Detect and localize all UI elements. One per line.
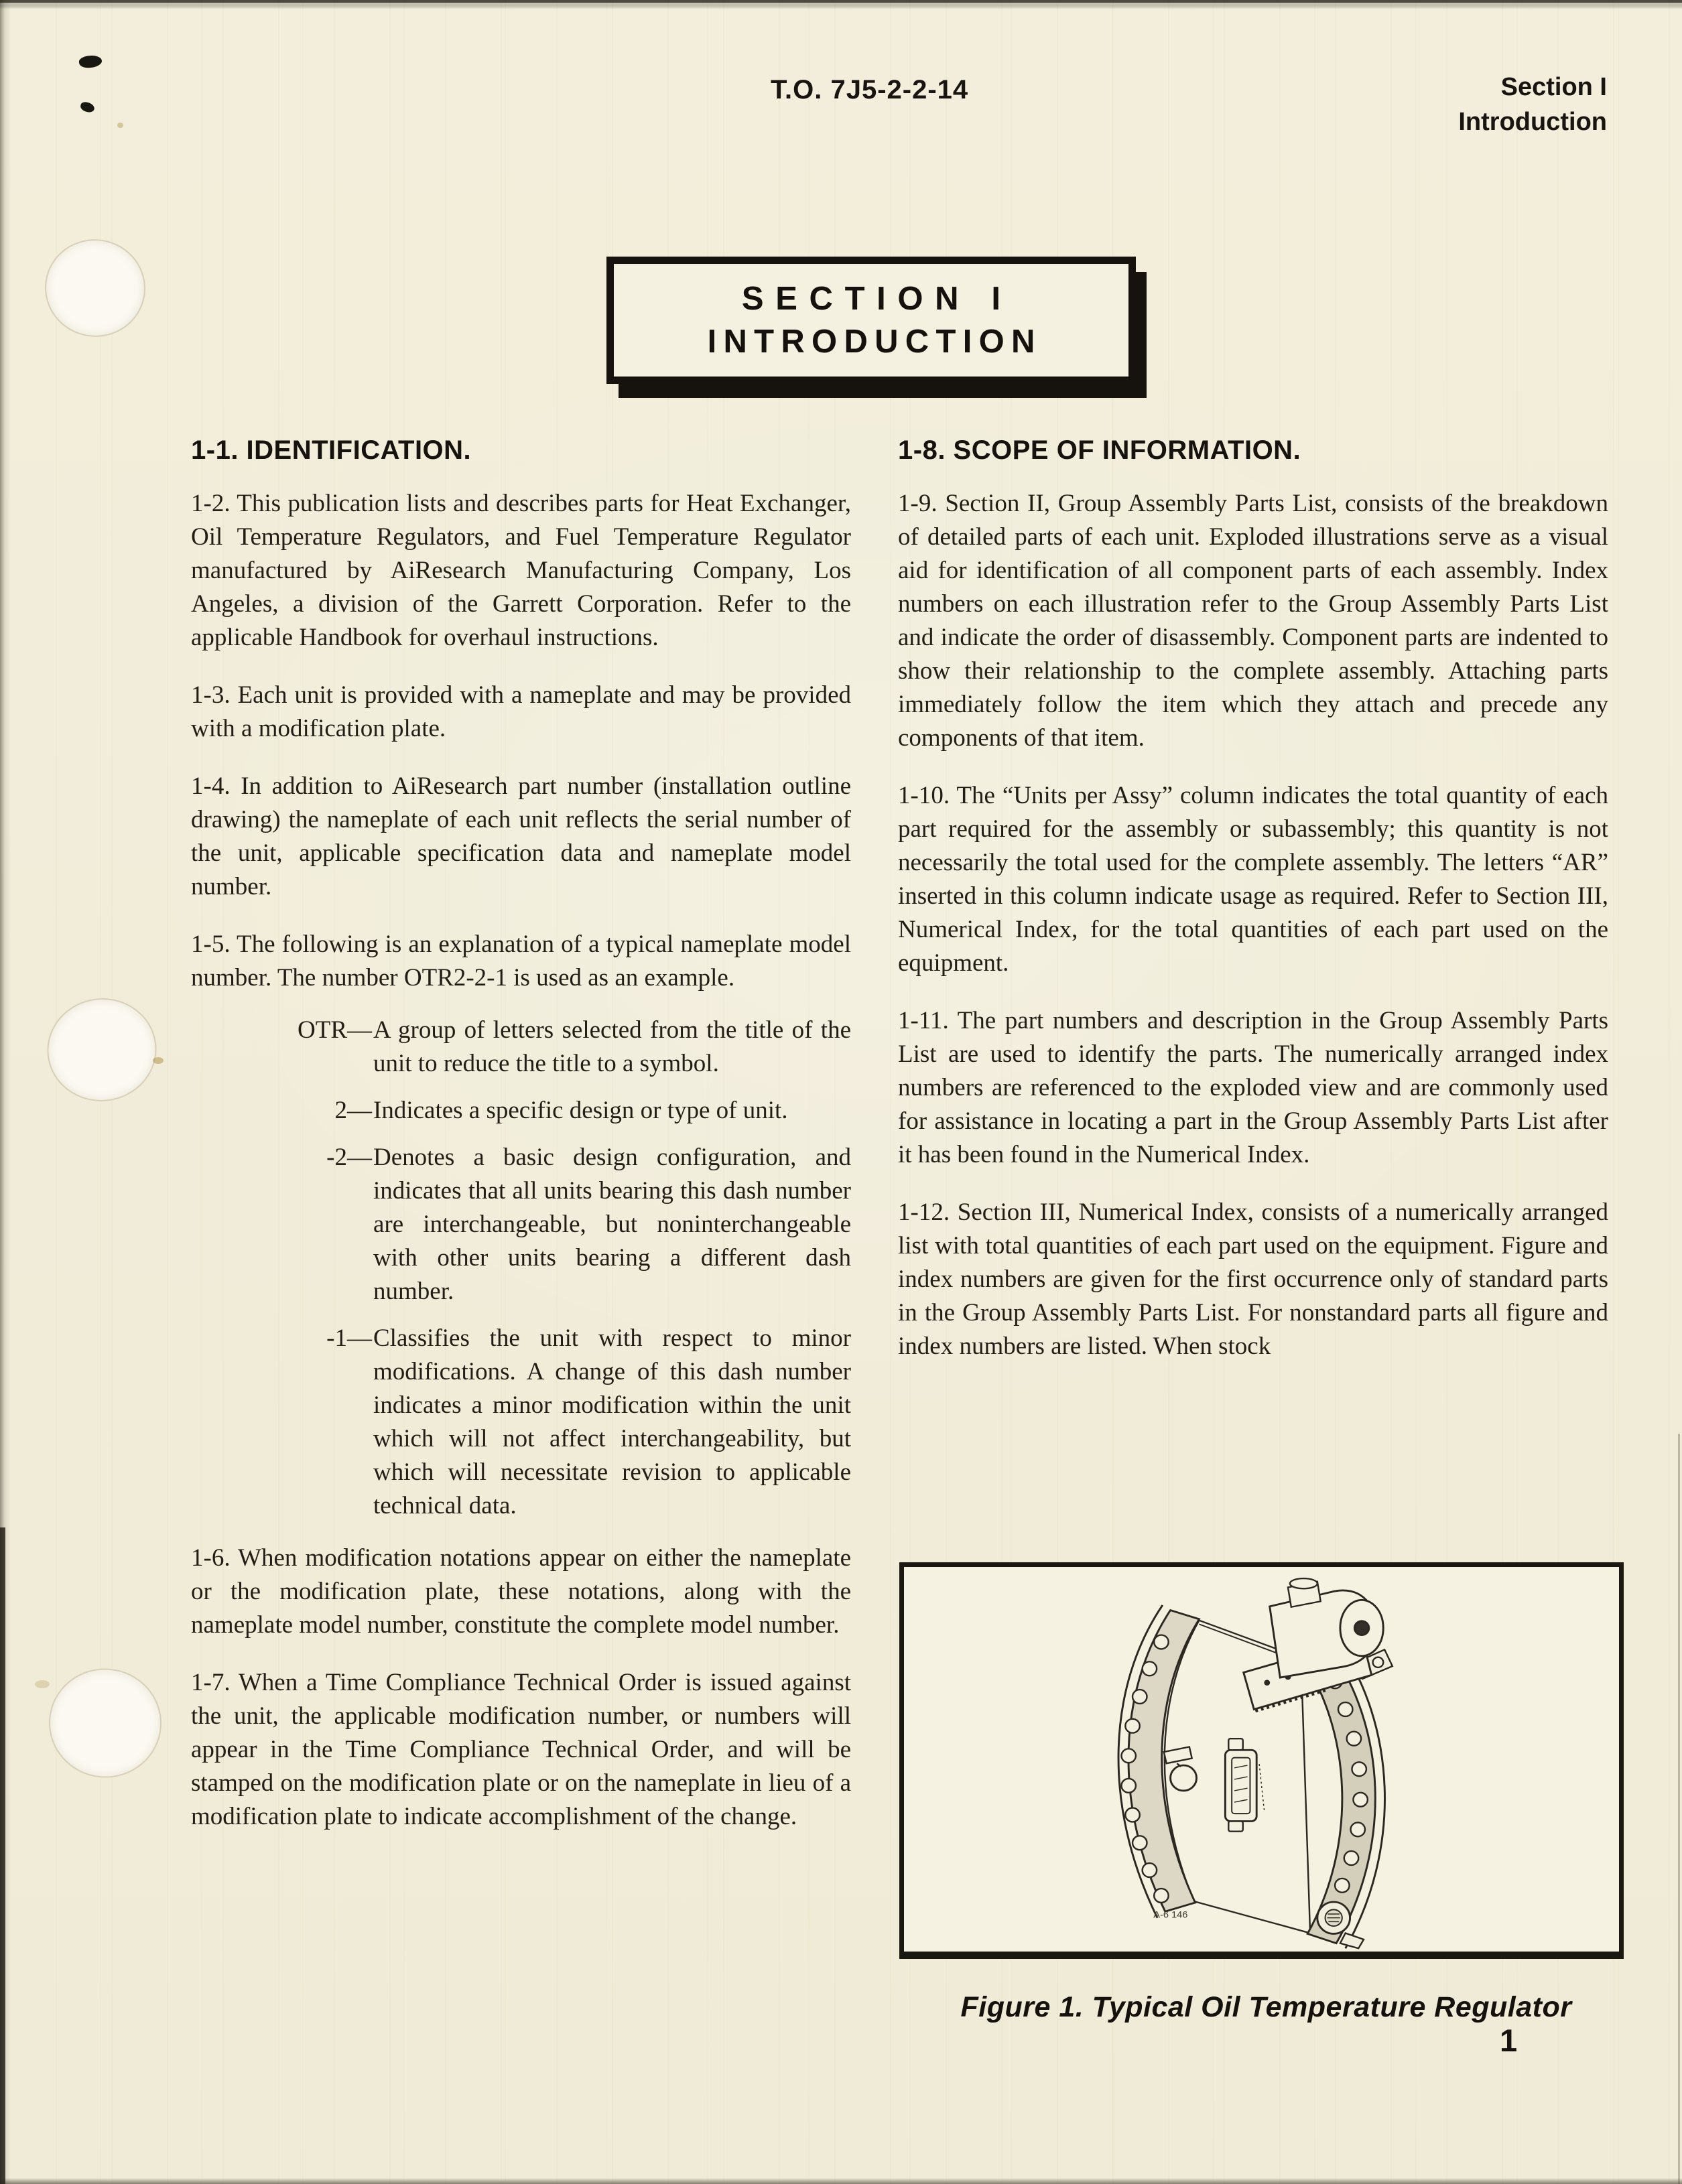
paragraph-1-3: 1-3. Each unit is provided with a nameplate and may be provided with a modification plate.: [191, 681, 851, 742]
paragraph-1-4: 1-4. In addition to AiResearch part number (installation outline drawing) the nameplate of each unit reflects the serial number of the unit, applicable specification data and nameplate model number.: [191, 772, 851, 900]
paper-stain: [153, 1057, 164, 1064]
paragraph-1-12: 1-12. Section III, Numerical Index, consists of a numerically arranged list with total quantities of each part used on the equipment. Figure and index numbers are given for the first occurrence only of standard parts in the Group Assembly Parts List. For nonstandard parts all figure and index numbers are listed. When stock: [898, 1199, 1608, 1360]
to-number: T.O. 7J5-2-2-14: [771, 75, 969, 105]
scan-edge-top: [0, 0, 1682, 9]
paragraph-1-11: 1-11. The part numbers and description in the Group Assembly Parts List are used to identify the parts. The numerically arranged index numbers are referenced to the exploded view and are commonly used for assistance in locating a part in the Group Assembly Parts List after it has been found in the Numerical Index.: [898, 1007, 1608, 1168]
paragraph-1-9: 1-9. Section II, Group Assembly Parts List, consists of the breakdown of detailed parts of each unit. Exploded illustrations serve as a visual aid for identification of all component parts of each assembly. Index numbers on each illustration refer to the Group Assembly Parts List and indicate the order of disassembly. Component parts are indented to show their relationship to the complete assembly. Attaching parts immediately follow the item which they attach and precede any components of that item.: [898, 490, 1608, 752]
model-item-2: [191, 1094, 851, 1128]
model-number-list: [191, 1014, 851, 1523]
right-column: [898, 435, 1608, 1387]
page-number: 1: [1500, 2023, 1518, 2058]
figure-caption: Figure 1. Typical Oil Temperature Regulator: [960, 1991, 1572, 2023]
paper-stain: [35, 1680, 50, 1688]
scan-edge-right: [1678, 1434, 1680, 2184]
figure-illustration: [904, 1567, 1619, 1952]
paper-stain: [117, 123, 123, 128]
section-banner: [606, 257, 1136, 384]
model-item-otr: [191, 1014, 851, 1081]
paragraph-1-6: 1-6. When modification notations appear on either the nameplate or the modification plate, these notations, along with the nameplate model number, constitute the complete model number.: [191, 1544, 851, 1639]
model-item-label: -2—: [326, 1144, 372, 1171]
punch-hole: [42, 993, 161, 1107]
punch-hole: [39, 233, 152, 344]
model-item-text: Indicates a specific design or type of unit.: [373, 1097, 788, 1124]
figure-drawing-number: A-6 146: [1153, 1909, 1188, 1921]
paragraph-1-2: 1-2. This publication lists and describes parts for Heat Exchanger, Oil Temperature Regulators, and Fuel Temperature Regulator manufactured by AiResearch Manufacturing Company, Los Angeles, a division of the Garrett Corporation. Refer to the applicable Handbook for overhaul instructions.: [191, 490, 851, 651]
heading-scope-of-information: 1-8. SCOPE OF INFORMATION.: [898, 435, 1301, 465]
paragraph-1-10: 1-10. The “Units per Assy” column indicates the total quantity of each part required for the assembly or subassembly; this quantity is not necessarily the total used for the complete assembly. The letters “AR” inserted in this column indicate usage as required. Refer to Section III, Numerical Index, for the total quantities of each part used on the equipment.: [898, 782, 1608, 977]
header-section-label: Section I: [1500, 73, 1607, 101]
paragraph-1-5: 1-5. The following is an explanation of a typical nameplate model number. The number OTR2-2-1 is used as an example.: [191, 931, 851, 992]
model-item-label: 2—: [334, 1097, 372, 1124]
punch-hole: [46, 1665, 166, 1781]
banner-title: SECTION I: [741, 281, 1013, 317]
scan-edge-bottom: [0, 2178, 1682, 2184]
left-column: [191, 435, 851, 1858]
model-item-dash2: [191, 1141, 851, 1308]
model-item-text: Classifies the unit with respect to minor modifications. A change of this dash number indicates a minor modification within the unit which will not affect interchangeability, but which will necessitate revision to applicable technical data.: [373, 1324, 851, 1519]
scan-edge-left-lower: [0, 1527, 5, 2184]
paragraph-1-7: 1-7. When a Time Compliance Technical Order is issued against the unit, the applicable modification number, or numbers will appear in the Time Compliance Technical Order, and will be stamped on the modification plate or on the nameplate in lieu of a modification plate to indicate accomplishment of the change.: [191, 1669, 851, 1830]
ink-speck: [78, 54, 103, 70]
ink-speck: [80, 101, 96, 114]
header-section-block: [1458, 70, 1607, 139]
model-item-label: -1—: [326, 1324, 372, 1352]
model-item-label: OTR—: [298, 1016, 372, 1044]
heading-identification: 1-1. IDENTIFICATION.: [191, 435, 472, 465]
figure-box: [899, 1562, 1624, 1959]
model-item-dash1: [191, 1322, 851, 1523]
model-item-text: Denotes a basic design configuration, and indicates that all units bearing this dash number are interchangeable, but noninterchangeable with other units bearing a different dash number.: [373, 1144, 851, 1305]
model-item-text: A group of letters selected from the title of the unit to reduce the title to a symbol.: [373, 1016, 851, 1077]
banner-subtitle: INTRODUCTION: [707, 324, 1042, 360]
header-section-subtitle: Introduction: [1458, 108, 1607, 136]
